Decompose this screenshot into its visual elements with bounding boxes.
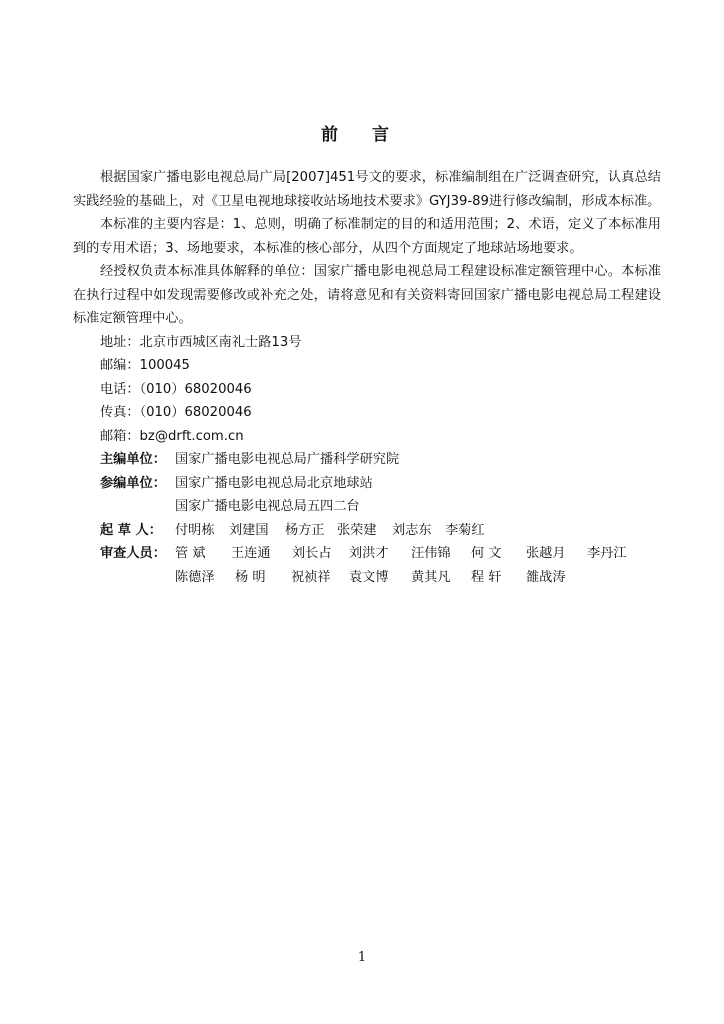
reviewer-name: 陈德泽 (175, 569, 215, 585)
drafter-name: 刘志东 (392, 522, 432, 538)
participating-editor-row-2 (73, 495, 661, 519)
contact-address: 地址：北京市西城区南礼士路13号 (100, 334, 302, 350)
reviewer-name: 刘洪才 (349, 546, 389, 561)
reviewer-name: 杨 明 (235, 569, 266, 585)
drafter-name: 杨方正 (285, 522, 325, 538)
contact-postcode: 邮编：100045 (100, 358, 190, 373)
reviewer-name: 黄其凡 (411, 569, 451, 585)
reviewer-name: 张越月 (526, 546, 566, 561)
drafter-name: 付明栋 (175, 522, 215, 538)
reviewer-name: 袁文博 (349, 569, 389, 585)
participating-unit-2: 国家广播电影电视总局五四二台 (175, 499, 360, 514)
reviewer-name: 何 文 (471, 546, 502, 561)
paragraph-basis: 根据国家广播电影电视总局广局[2007]451号文的要求，标准编制组在广泛调查研究，认真总结实践经验的基础上，对《卫星电视地球接收站场地技术要求》GYJ39-89进行修改编制，形成本标准。 (73, 170, 661, 209)
chief-editor-row (73, 448, 661, 472)
chief-editor-unit: 国家广播电影电视总局广播科学研究院 (175, 452, 400, 467)
reviewer-name: 雒战涛 (526, 569, 566, 585)
drafter-name: 刘建国 (229, 522, 269, 538)
drafters-label: 起 草 人： (100, 522, 162, 538)
reviewer-name: 刘长占 (292, 546, 332, 561)
contact-fax: 传真：（010）68020046 (100, 405, 252, 420)
reviewer-name: 汪伟锦 (411, 546, 451, 561)
chief-editor-label: 主编单位： (100, 452, 166, 467)
reviewer-name: 李丹江 (587, 546, 627, 561)
contact-email: 邮箱：bz@drft.com.cn (100, 428, 244, 444)
participating-unit-1: 国家广播电影电视总局北京地球站 (175, 475, 373, 491)
reviewer-name: 管 斌 (175, 546, 206, 561)
page-number: 1 (357, 950, 367, 965)
reviewers-label: 审查人员： (100, 546, 166, 561)
drafter-name: 李菊红 (445, 522, 485, 538)
reviewers-row-2 (73, 566, 661, 590)
paragraph-content: 本标准的主要内容是：1、总则，明确了标准制定的目的和适用范围；2、术语，定义了本标准用到的专用术语；3、场地要求，本标准的核心部分，从四个方面规定了地球站场地要求。 (73, 217, 661, 256)
reviewer-name: 王连通 (231, 546, 271, 561)
drafters-row (73, 519, 661, 543)
paragraph-interpretation: 经授权负责本标准具体解释的单位：国家广播电影电视总局工程建设标准定额管理中心。本标准在执行过程中如发现需要修改或补充之处，请将意见和有关资料寄回国家广播电影电视总局工程建设标准定额管理中心。 (73, 264, 661, 326)
drafter-name: 张荣建 (337, 522, 377, 538)
participating-editor-label: 参编单位： (100, 475, 166, 491)
participating-editor-row (73, 472, 661, 496)
contact-phone: 电话：（010）68020046 (100, 381, 252, 397)
reviewers-row-1 (73, 542, 661, 566)
preface-body (73, 166, 661, 589)
page-title: 前 言 (321, 125, 403, 145)
reviewer-name: 祝祯祥 (291, 569, 331, 585)
reviewer-name: 程 轩 (471, 569, 502, 585)
